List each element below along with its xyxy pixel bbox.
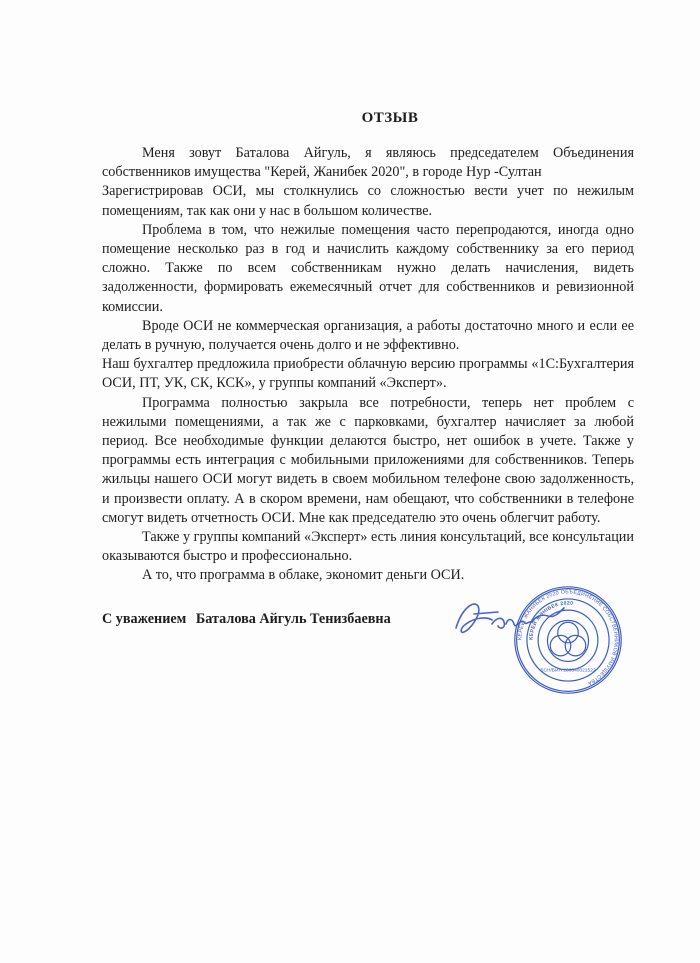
paragraph: Вроде ОСИ не коммерческая организация, а работы достаточно много и если ее делать в ручную, получается очень долго и не эффективно. [102,317,634,354]
svg-text:КЕРЕЙ, ЖАНИБЕК 2020 ОБЪЕДИНЕНИ: КЕРЕЙ, ЖАНИБЕК 2020 ОБЪЕДИНЕНИЕ СОБСТВЕННИКОВ ИМУЩЕСТВА [517,589,619,687]
paragraph: Также у группы компаний «Эксперт» есть линия консультаций, все консультации оказываются быстро и профессионально. [102,529,634,565]
closing-salutation: С уважением [102,611,187,627]
paragraph: Зарегистрировав ОСИ, мы столкнулись со сложностью вести учет по нежилым помещениям, так как они у нас в большом количестве. [102,183,634,219]
paragraph: Меня зовут Баталова Айгуль, я являюсь председателем Объединения собственников имущества "Керей, Жанибек 2020", в городе Нур -Султан [102,145,634,181]
document-body [102,144,634,586]
svg-text:КЕРЕЙ ЖӘНІБЕК 2020: КЕРЕЙ ЖӘНІБЕК 2020 [528,600,574,641]
svg-text:БСН/БИН 200640021522: БСН/БИН 200640021522 [540,668,596,674]
paragraph: Наш бухгалтер предложила приобрести облачную версию программы «1С:Бухгалтерия ОСИ, ПТ, УК, СК, КСК», у группы компаний «Эксперт». [102,356,634,392]
signer-name: Баталова Айгуль Тенизбаевна [195,611,391,627]
paragraph: Проблема в том, что нежилые помещения часто перепродаются, иногда одно помещение несколько раз в год и начислить каждому собственнику за его период сложно. Также по всем собственникам нужно делать начисления, видеть задолженности, формировать ежемесячный отчет для собственников и ревизионной комиссии. [102,221,634,315]
paragraph: Программа полностью закрыла все потребности, теперь нет проблем с нежилыми помещениями, а так же с парковками, бухгалтер начисляет за любой период. Все необходимые функции делаются быстро, нет ошибок в учете. Также у программы есть интеграция с мобильными приложениями для собственников. Теперь жильцы нашего ОСИ могут видеть в своем мобильном телефоне свою задолженность, и произвести оплату. А в скором времени, нам обещают, что собственники в телефоне смогут видеть отчетность ОСИ. Мне как председателю это очень облегчит работу. [102,394,634,526]
organization-seal [512,584,624,696]
document-title: ОТЗЫВ [361,110,419,126]
closing-line [102,611,391,628]
paragraph: А то, что программа в облаке, экономит деньги ОСИ. [142,567,465,584]
